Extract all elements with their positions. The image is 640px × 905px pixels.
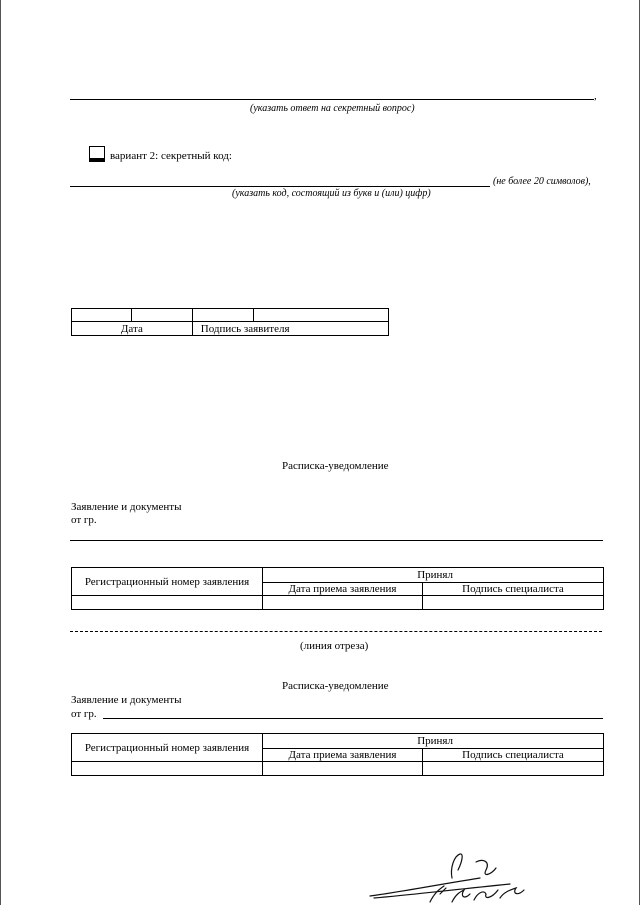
receipt1-spec-header: Подпись специалиста bbox=[423, 583, 604, 596]
receipt2-applicant-line[interactable] bbox=[103, 718, 603, 719]
receipt1-date-header: Дата приема заявления bbox=[263, 583, 423, 596]
receipt1-applicant-line[interactable] bbox=[70, 540, 603, 541]
receipt2-reg-cell[interactable] bbox=[72, 762, 263, 776]
receipt2-date-header: Дата приема заявления bbox=[263, 749, 423, 762]
secret-answer-line[interactable] bbox=[70, 99, 594, 100]
receipt1-table bbox=[71, 567, 604, 610]
receipt1-reg-header: Регистрационный номер заявления bbox=[72, 568, 263, 596]
receipt1-date-cell[interactable] bbox=[263, 596, 423, 610]
date-signature-table bbox=[71, 308, 389, 336]
secret-code-limit: (не более 20 символов), bbox=[493, 176, 591, 187]
receipt2-table bbox=[71, 733, 604, 776]
variant2-checkbox[interactable] bbox=[89, 146, 105, 162]
signature-cell-2[interactable] bbox=[254, 309, 389, 322]
receipt2-spec-header: Подпись специалиста bbox=[423, 749, 604, 762]
receipt1-line2: от гр. bbox=[71, 514, 97, 526]
receipt1-title: Расписка-уведомление bbox=[282, 460, 389, 472]
receipt2-accepted-header: Принял bbox=[263, 734, 604, 749]
secret-answer-comma: , bbox=[594, 90, 597, 102]
date-cell-1[interactable] bbox=[72, 309, 132, 322]
date-label: Дата bbox=[72, 322, 193, 336]
receipt1-reg-cell[interactable] bbox=[72, 596, 263, 610]
cut-line-label: (линия отреза) bbox=[300, 640, 369, 652]
secret-code-line[interactable] bbox=[70, 186, 490, 187]
receipt2-date-cell[interactable] bbox=[263, 762, 423, 776]
handwritten-signature bbox=[360, 848, 540, 905]
receipt2-line1: Заявление и документы bbox=[71, 694, 182, 706]
date-cell-2[interactable] bbox=[132, 309, 192, 322]
receipt2-line2: от гр. bbox=[71, 708, 97, 720]
receipt2-title: Расписка-уведомление bbox=[282, 680, 389, 692]
receipt2-reg-header: Регистрационный номер заявления bbox=[72, 734, 263, 762]
signature-cell-1[interactable] bbox=[192, 309, 253, 322]
page-edge-left bbox=[0, 0, 1, 905]
receipt1-line1: Заявление и документы bbox=[71, 501, 182, 513]
variant2-label: вариант 2: секретный код: bbox=[110, 150, 232, 162]
receipt1-accepted-header: Принял bbox=[263, 568, 604, 583]
secret-code-hint: (указать код, состоящий из букв и (или) цифр) bbox=[232, 188, 431, 199]
secret-answer-hint: (указать ответ на секретный вопрос) bbox=[250, 103, 415, 114]
receipt1-spec-cell[interactable] bbox=[423, 596, 604, 610]
applicant-signature-label: Подпись заявителя bbox=[192, 322, 388, 336]
receipt2-spec-cell[interactable] bbox=[423, 762, 604, 776]
cut-line bbox=[70, 631, 602, 632]
